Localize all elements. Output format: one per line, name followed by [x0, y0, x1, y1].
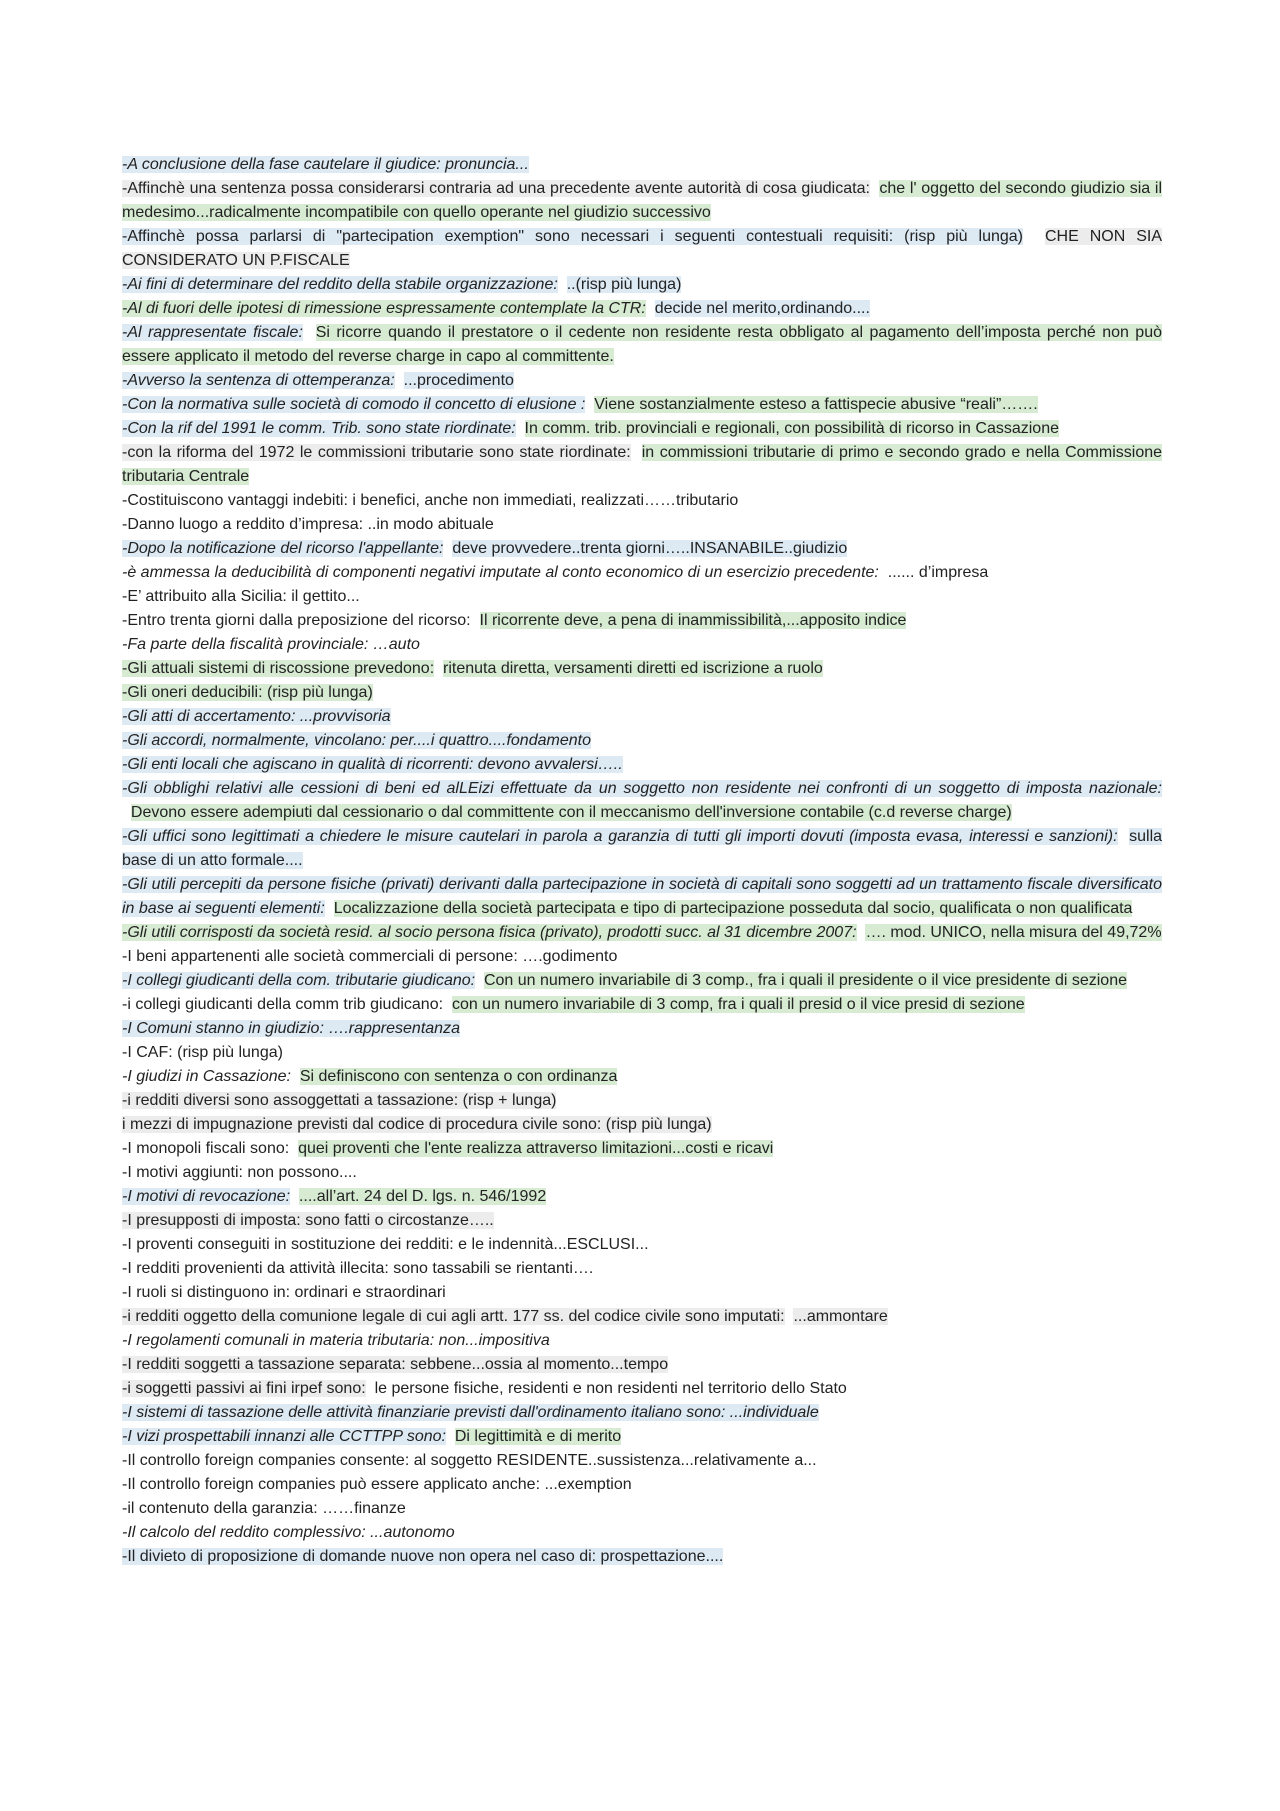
qa-line [122, 1545, 1162, 1569]
qa-line [122, 945, 1162, 969]
qa-line [122, 297, 1162, 321]
question-text: -Gli oneri deducibili: (risp più lunga) [122, 684, 373, 701]
question-text: -i collegi giudicanti della comm trib giudicano: [122, 996, 444, 1013]
qa-line [122, 1473, 1162, 1497]
qa-line [122, 1521, 1162, 1545]
question-text: -Gli enti locali che agiscano in qualità di ricorrenti: devono avvalersi….. [122, 756, 623, 773]
answer-text: Viene sostanzialmente esteso a fattispecie abusive “reali”……. [594, 396, 1038, 413]
answer-text: quei proventi che l'ente realizza attraverso limitazioni...costi e ricavi [298, 1140, 774, 1157]
answer-text: ...... d’impresa [887, 564, 989, 581]
question-text: -Danno luogo a reddito d’impresa: ..in modo abituale [122, 516, 494, 533]
qa-line [122, 417, 1162, 441]
qa-line [122, 1281, 1162, 1305]
answer-text: sulla base di un atto formale.... [122, 828, 1163, 869]
question-text: -Gli accordi, normalmente, vincolano: per....i quattro....fondamento [122, 732, 591, 749]
question-text: -i soggetti passivi ai fini irpef sono: [122, 1380, 366, 1397]
question-text: -I redditi soggetti a tassazione separata: sebbene...ossia al momento...tempo [122, 1356, 669, 1373]
question-text: -il contenuto della garanzia: ……finanze [122, 1500, 406, 1517]
question-text: -E’ attribuito alla Sicilia: il gettito... [122, 588, 360, 605]
answer-text: Si definiscono con sentenza o con ordinanza [299, 1068, 618, 1085]
qa-line [122, 1329, 1162, 1353]
question-text: -i redditi diversi sono assoggettati a tassazione: (risp + lunga) [122, 1092, 557, 1109]
qa-line [122, 993, 1162, 1017]
qa-line [122, 1017, 1162, 1041]
qa-line [122, 1353, 1162, 1377]
question-text: -Ai fini di determinare del reddito della stabile organizzazione: [122, 276, 558, 293]
question-text: -Gli obblighi relativi alle cessioni di beni ed alLEizi effettuate da un soggetto non residente nei confronti di un soggetto di imposta nazionale: [122, 780, 1162, 797]
qa-line [122, 681, 1162, 705]
question-text: -Gli attuali sistemi di riscossione prevedono: [122, 660, 435, 677]
question-text: -I CAF: (risp più lunga) [122, 1044, 283, 1061]
qa-line [122, 513, 1162, 537]
question-text: -I sistemi di tassazione delle attività finanziarie previsti dall'ordinamento italiano sono: ...individuale [122, 1404, 819, 1421]
answer-text: con un numero invariabile di 3 comp, fra i quali il presid o il vice presid di sezione [451, 996, 1025, 1013]
qa-line [122, 1449, 1162, 1473]
qa-line [122, 657, 1162, 681]
question-text: -I motivi aggiunti: non possono.... [122, 1164, 357, 1181]
question-text: -I giudizi in Cassazione: [122, 1068, 291, 1085]
answer-text: Di legittimità e di merito [454, 1428, 622, 1445]
question-text: -Dopo la notificazione del ricorso l'appellante: [122, 540, 444, 557]
question-text: -Il controllo foreign companies può essere applicato anche: ...exemption [122, 1476, 632, 1493]
question-text: -I redditi provenienti da attività illecita: sono tassabili se rientanti…. [122, 1260, 594, 1277]
question-text: -Con la rif del 1991 le comm. Trib. sono state riordinate: [122, 420, 516, 437]
question-text: -Il controllo foreign companies consente: al soggetto RESIDENTE..sussistenza...relativamente a... [122, 1452, 817, 1469]
answer-text: ...ammontare [793, 1308, 888, 1325]
qa-line [122, 777, 1162, 825]
answer-text: In comm. trib. provinciali e regionali, con possibilità di ricorso in Cassazione [524, 420, 1059, 437]
qa-line [122, 1113, 1162, 1137]
question-text: -è ammessa la deducibilità di componenti negativi imputate al conto economico di un esercizio precedente: [122, 564, 879, 581]
qa-line [122, 1257, 1162, 1281]
question-text: -I proventi conseguiti in sostituzione dei redditi: e le indennità...ESCLUSI... [122, 1236, 649, 1253]
answer-text: decide nel merito,ordinando.... [654, 300, 870, 317]
qa-line [122, 1497, 1162, 1521]
question-text: -Con la normativa sulle società di comodo il concetto di elusione : [122, 396, 586, 413]
answer-text: deve provvedere..trenta giorni…..INSANABILE..giudizio [452, 540, 848, 557]
qa-line [122, 729, 1162, 753]
answer-text: che l' oggetto del secondo giudizio sia il medesimo...radicalmente incompatibile con quello operante nel giudizio successivo [122, 180, 1162, 221]
qa-line [122, 1041, 1162, 1065]
qa-line [122, 1425, 1162, 1449]
qa-line [122, 753, 1162, 777]
qa-line [122, 561, 1162, 585]
qa-line [122, 537, 1162, 561]
answer-text: Si ricorre quando il prestatore o il cedente non residente resta obbligato al pagamento dell’imposta perché non può essere applicato il metodo del reverse charge in capo al committente. [122, 324, 1162, 365]
answer-text: Devono essere adempiuti dal cessionario o dal committente con il meccanismo dell'inversione contabile (c.d reverse charge) [130, 804, 1012, 821]
qa-line [122, 633, 1162, 657]
qa-line [122, 1137, 1162, 1161]
question-text: -Gli uffici sono legittimati a chiedere le misure cautelari in parola a garanzia di tutti gli importi dovuti (imposta evasa, interessi e sanzioni): [122, 828, 1118, 845]
question-text: -con la riforma del 1972 le commissioni tributarie sono state riordinate: [122, 444, 631, 461]
question-text: -Gli utili corrisposti da società resid. al socio persona fisica (privato), prodotti succ. al 31 dicembre 2007: [122, 924, 857, 941]
qa-line [122, 369, 1162, 393]
qa-line [122, 321, 1162, 369]
qa-line [122, 1185, 1162, 1209]
answer-text: le persone fisiche, residenti e non residenti nel territorio dello Stato [374, 1380, 847, 1397]
qa-line [122, 1233, 1162, 1257]
question-text: -I vizi prospettabili innanzi alle CCTTPP sono: [122, 1428, 446, 1445]
answer-text: ....all’art. 24 del D. lgs. n. 546/1992 [298, 1188, 547, 1205]
qa-line [122, 393, 1162, 417]
qa-line [122, 489, 1162, 513]
qa-line [122, 225, 1162, 273]
question-text: -Il calcolo del reddito complessivo: ...autonomo [122, 1524, 455, 1541]
question-text: -I monopoli fiscali sono: [122, 1140, 290, 1157]
question-text: -Gli utili percepiti da persone fisiche (privati) derivanti dalla partecipazione in società di capitali sono soggetti ad un trattamento fiscale diversificato in base ai seguenti elementi: [122, 876, 1162, 917]
qa-line [122, 1305, 1162, 1329]
qa-line [122, 825, 1162, 873]
question-text: -Al di fuori delle ipotesi di rimessione espressamente contemplate la CTR: [122, 300, 646, 317]
qa-line [122, 1377, 1162, 1401]
qa-line [122, 273, 1162, 297]
question-text: -Il divieto di proposizione di domande nuove non opera nel caso di: prospettazione.... [122, 1548, 724, 1565]
qa-line [122, 1065, 1162, 1089]
qa-line [122, 1161, 1162, 1185]
qa-line [122, 1401, 1162, 1425]
question-text: -I collegi giudicanti della com. tributarie giudicano: [122, 972, 476, 989]
question-text: -I Comuni stanno in giudizio: ….rappresentanza [122, 1020, 460, 1037]
answer-text: ritenuta diretta, versamenti diretti ed iscrizione a ruolo [443, 660, 823, 677]
question-text: -Affinchè una sentenza possa considerarsi contraria ad una precedente avente autorità di cosa giudicata: [122, 180, 870, 197]
question-text: -Gli atti di accertamento: ...provvisoria [122, 708, 391, 725]
question-text: -Fa parte della fiscalità provinciale: …auto [122, 636, 420, 653]
question-text: -I presupposti di imposta: sono fatti o circostanze….. [122, 1212, 494, 1229]
question-text: -i redditi oggetto della comunione legale di cui agli artt. 177 ss. del codice civile sono imputati: [122, 1308, 785, 1325]
answer-text: Il ricorrente deve, a pena di inammissibilità,...apposito indice [479, 612, 907, 629]
answer-text: ...procedimento [403, 372, 514, 389]
answer-text: in commissioni tributarie di primo e secondo grado e nella Commissione tributaria Centrale [122, 444, 1163, 485]
question-text: -Affinchè possa parlarsi di "partecipation exemption" sono necessari i seguenti contestuali requisiti: (risp più lunga) [122, 228, 1024, 245]
answer-text: Localizzazione della società partecipata e tipo di partecipazione posseduta dal socio, qualificata o non qualificata [333, 900, 1133, 917]
qa-line [122, 177, 1162, 225]
question-text: -I regolamenti comunali in materia tributaria: non...impositiva [122, 1332, 550, 1349]
qa-line [122, 969, 1162, 993]
question-text: -Entro trenta giorni dalla preposizione del ricorso: [122, 612, 471, 629]
document-page [122, 153, 1162, 1569]
answer-text: …. mod. UNICO, nella misura del 49,72% [865, 924, 1162, 941]
question-text: -A conclusione della fase cautelare il giudice: pronuncia... [122, 156, 529, 173]
qa-line [122, 153, 1162, 177]
question-text: i mezzi di impugnazione previsti dal codice di procedura civile sono: (risp più lunga) [122, 1116, 712, 1133]
qa-line [122, 873, 1162, 921]
question-text: -I beni appartenenti alle società commerciali di persone: ….godimento [122, 948, 618, 965]
question-text: -Avverso la sentenza di ottemperanza: [122, 372, 395, 389]
qa-line [122, 705, 1162, 729]
qa-line [122, 585, 1162, 609]
question-text: -I motivi di revocazione: [122, 1188, 291, 1205]
answer-text: CHE NON SIA CONSIDERATO UN P.FISCALE [122, 228, 1163, 269]
qa-line [122, 1209, 1162, 1233]
qa-line [122, 1089, 1162, 1113]
qa-line [122, 921, 1162, 945]
qa-line [122, 441, 1162, 489]
question-text: -I ruoli si distinguono in: ordinari e straordinari [122, 1284, 446, 1301]
question-text: -Al rappresentate fiscale: [122, 324, 303, 341]
question-text: -Costituiscono vantaggi indebiti: i benefici, anche non immediati, realizzati……tributario [122, 492, 739, 509]
answer-text: ..(risp più lunga) [566, 276, 682, 293]
answer-text: Con un numero invariabile di 3 comp., fra i quali il presidente o il vice presidente di sezione [483, 972, 1127, 989]
qa-line [122, 609, 1162, 633]
